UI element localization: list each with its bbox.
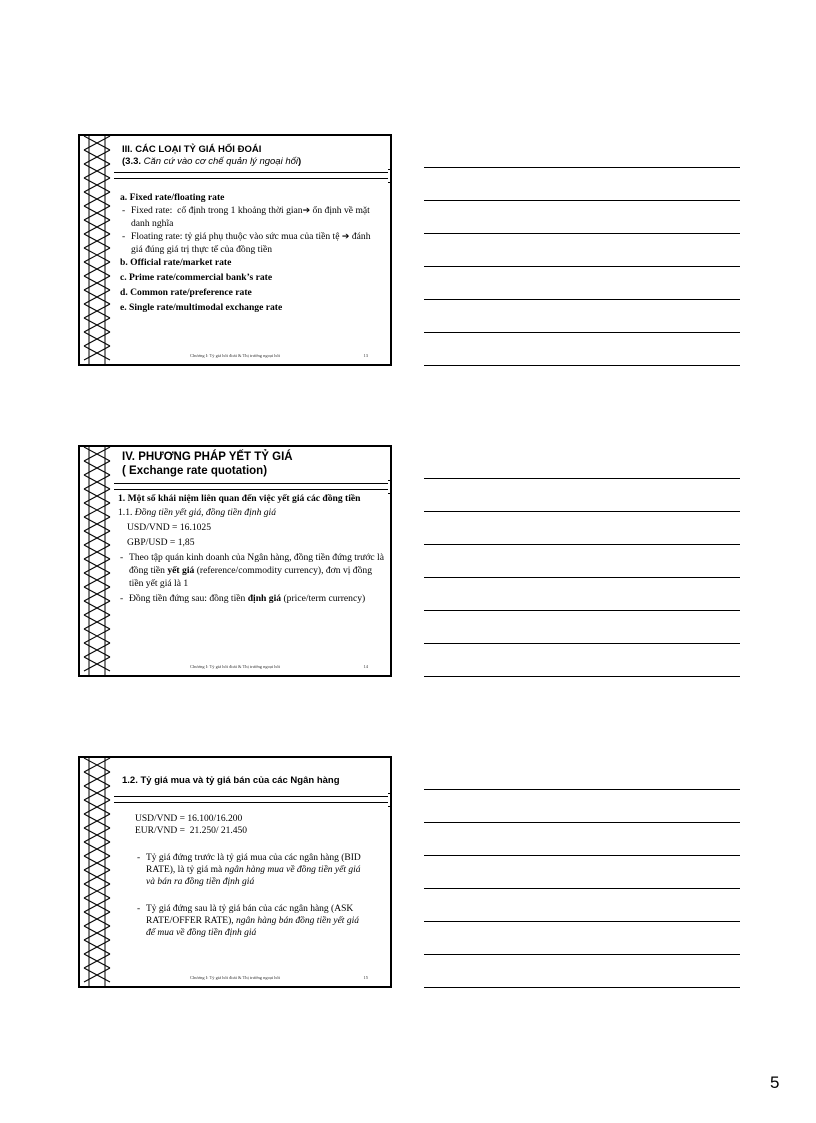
- divider-hook: [388, 480, 392, 494]
- bullet-fixed-rate: [120, 205, 384, 231]
- slide-footer: Chương I: Tỷ giá hối đoái & Thị trường ngoại hối: [190, 353, 280, 358]
- heading-a: a. Fixed rate/floating rate: [120, 192, 225, 203]
- title-line-1: III. CÁC LOẠI TỶ GIÁ HỐI ĐOÁI: [122, 144, 262, 155]
- note-line: [424, 610, 740, 611]
- heading-1: 1. Một số khái niệm liên quan đến việc yết giá các đồng tiền: [118, 493, 361, 504]
- note-line: [424, 954, 740, 955]
- slide-number: 14: [363, 664, 368, 669]
- bullet-price-currency: [118, 593, 384, 606]
- title-line-2: ( Exchange rate quotation): [122, 465, 268, 478]
- subheading-text: Đồng tiền yết giá, đồng tiền định giá: [134, 506, 277, 518]
- note-line: [424, 789, 740, 790]
- note-line: [424, 643, 740, 644]
- note-line: [424, 299, 740, 300]
- note-line: [424, 266, 740, 267]
- slide-title: [122, 450, 384, 479]
- note-line: [424, 577, 740, 578]
- subheading-label: 1.1.: [118, 506, 133, 518]
- bullet-ask-rate: [135, 903, 370, 940]
- bullet-text: Tỷ giá đứng trước là tỷ giá mua của các ngân hàng (BID RATE), là tỷ giá mà: [146, 852, 364, 876]
- heading-c: c. Prime rate/commercial bank’s rate: [120, 271, 273, 283]
- slide-number: 13: [363, 353, 368, 358]
- bullet-text: Tỷ giá đứng sau là tỷ giá bán của các ngân hàng (ASK RATE/OFFER RATE),: [146, 903, 356, 927]
- divider-hook: [388, 169, 392, 183]
- note-line: [424, 167, 740, 168]
- bullet-bold: định giá: [247, 592, 282, 604]
- title-divider: [114, 172, 392, 179]
- example-usd-vnd: USD/VND = 16.1025: [127, 521, 212, 533]
- bullet-text: Theo tập quán kinh doanh của Ngân hàng, đồng tiền đứng trước là đồng tiền: [129, 551, 387, 576]
- example-usd-vnd: USD/VND = 16.100/16.200: [135, 814, 243, 824]
- bullet-bold: yết giá: [167, 564, 195, 576]
- note-line: [424, 921, 740, 922]
- heading-d: d. Common rate/preference rate: [120, 286, 252, 298]
- slide-14: [78, 445, 392, 677]
- note-line: [424, 200, 740, 201]
- braid-decoration: [80, 447, 114, 675]
- example-gbp-usd: GBP/USD = 1,85: [127, 536, 195, 548]
- note-line: [424, 544, 740, 545]
- bullet-floating-rate: [120, 231, 384, 257]
- title-divider: [114, 796, 392, 803]
- title-subtitle: Căn cứ vào cơ chế quản lý ngoại hối: [141, 155, 299, 167]
- note-line: [424, 332, 740, 333]
- braid-decoration: [80, 136, 114, 364]
- title-close: ): [298, 155, 302, 167]
- bullet-italic: ngân hàng mua về đồng tiền yết giá và bán ra đồng tiền định giá: [146, 865, 363, 888]
- bullet-bid-rate: [135, 852, 370, 889]
- title-line-2: [122, 156, 384, 168]
- heading-e: e. Single rate/multimodal exchange rate: [120, 301, 283, 313]
- bullet-tail: (reference/commodity currency), đơn vị đồng tiền yết giá là 1: [129, 564, 375, 589]
- title-line-1: IV. PHƯƠNG PHÁP YẾT TỶ GIÁ: [122, 451, 293, 463]
- slide-15: [78, 756, 392, 988]
- arrow-right-icon: ➔: [302, 205, 311, 216]
- subheading-1-1: [118, 507, 384, 520]
- braid-decoration: [80, 758, 114, 986]
- slide-title: [122, 144, 384, 168]
- bullet-text: Floating rate: tỷ giá phụ thuộc vào sức mua của tiền tệ: [131, 230, 342, 242]
- bullet-tail: ổn định về mặt danh nghĩa: [131, 204, 373, 229]
- bullet-tail: (price/term currency): [281, 592, 366, 604]
- slide-footer: Chương I: Tỷ giá hối đoái & Thị trường ngoại hối: [190, 975, 280, 980]
- slide-body: [120, 192, 384, 314]
- slide-13: [78, 134, 392, 366]
- note-line: [424, 478, 740, 479]
- arrow-right-icon: ➔: [341, 231, 350, 242]
- heading-b: b. Official rate/market rate: [120, 256, 232, 268]
- slide-footer: Chương I: Tỷ giá hối đoái & Thị trường ngoại hối: [190, 664, 280, 669]
- note-line: [424, 987, 740, 988]
- bullet-italic: ngân hàng bán đồng tiền yết giá để mua về đồng tiền định giá: [146, 916, 362, 939]
- bullet-text: Fixed rate: cố định trong 1 khoảng thời gian: [131, 204, 303, 216]
- note-line: [424, 365, 740, 366]
- bullet-text: Đồng tiền đứng sau: đồng tiền: [129, 592, 248, 604]
- bullet-reference-currency: [118, 551, 387, 591]
- note-line: [424, 855, 740, 856]
- slide-number: 15: [363, 975, 368, 980]
- page-number: 5: [770, 1073, 780, 1092]
- title-divider: [114, 483, 392, 490]
- title-section-number: (3.3.: [122, 155, 142, 167]
- note-line: [424, 822, 740, 823]
- note-line: [424, 233, 740, 234]
- bullet-tail: đánh giá đúng giá trị thực tế của đồng tiền: [131, 230, 373, 255]
- note-line: [424, 676, 740, 677]
- slide-body: [118, 493, 387, 606]
- divider-hook: [388, 793, 392, 807]
- slide-title: 1.2. Tỷ giá mua và tỷ giá bán của các Ngân hàng: [122, 775, 340, 786]
- slide-body: [135, 813, 370, 940]
- note-line: [424, 888, 740, 889]
- example-eur-vnd: EUR/VND = 21.250/ 21.450: [135, 826, 247, 837]
- note-line: [424, 511, 740, 512]
